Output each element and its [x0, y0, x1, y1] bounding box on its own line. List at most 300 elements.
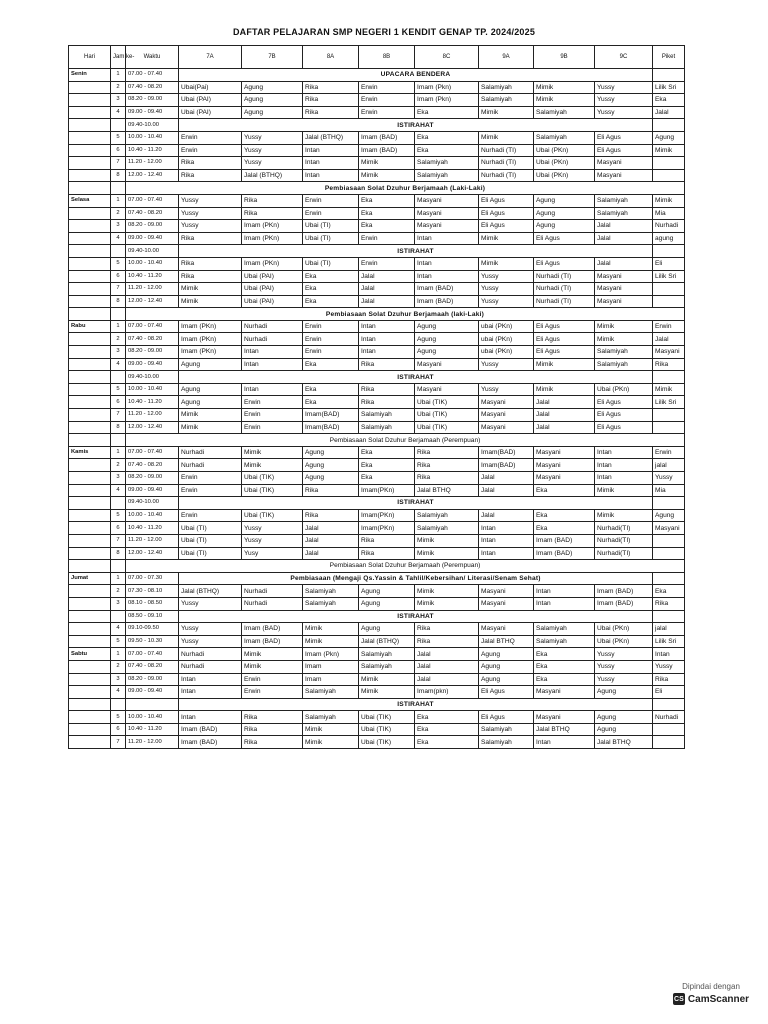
teacher-cell: Rika — [359, 547, 415, 560]
teacher-cell: Eka — [303, 270, 359, 283]
column-header: 9A — [479, 46, 534, 69]
teacher-cell: Mimik — [534, 81, 595, 94]
teacher-cell: Imam (BAD) — [415, 283, 479, 296]
teacher-cell: Eka — [534, 648, 595, 661]
table-row — [69, 723, 685, 736]
teacher-cell: Erwin — [359, 106, 415, 119]
column-header: 9C — [595, 46, 653, 69]
teacher-cell: Intan — [534, 585, 595, 598]
teacher-cell: Masyani — [415, 207, 479, 220]
teacher-cell: Eka — [359, 220, 415, 233]
column-header: 8A — [303, 46, 359, 69]
time-cell: 07.00 - 07.40 — [126, 446, 179, 459]
teacher-cell: Erwin — [242, 686, 303, 699]
duty-cell — [653, 698, 685, 711]
period-cell: 3 — [111, 346, 126, 359]
teacher-cell: Imam(BAD) — [479, 459, 534, 472]
teacher-cell: Eli Agus — [595, 409, 653, 422]
table-row — [69, 585, 685, 598]
teacher-cell: Mimik — [415, 597, 479, 610]
time-cell: 11.20 - 12.00 — [126, 534, 179, 547]
span-note-cell: ISTIRAHAT — [179, 371, 653, 384]
teacher-cell: Mimik — [179, 409, 242, 422]
day-cell — [69, 257, 111, 270]
teacher-cell: Eli Agus — [479, 220, 534, 233]
teacher-cell: Masyani — [479, 396, 534, 409]
teacher-cell: Eka — [415, 144, 479, 157]
teacher-cell: Yussy — [179, 194, 242, 207]
teacher-cell: Mimik — [534, 383, 595, 396]
teacher-cell: Jalal — [303, 534, 359, 547]
teacher-cell: Ubai (PKn) — [534, 157, 595, 170]
teacher-cell: Mimik — [359, 673, 415, 686]
teacher-cell: Mimik — [415, 534, 479, 547]
time-cell: 11.20 - 12.00 — [126, 283, 179, 296]
duty-cell: Lilik Sri — [653, 270, 685, 283]
day-cell: Rabu — [69, 320, 111, 333]
column-header: 9B — [534, 46, 595, 69]
teacher-cell: Intan — [303, 157, 359, 170]
teacher-cell: Erwin — [179, 509, 242, 522]
duty-cell: Masyani — [653, 522, 685, 535]
period-cell: 4 — [111, 358, 126, 371]
camscanner-watermark — [666, 982, 756, 1016]
teacher-cell: Eli Agus — [534, 320, 595, 333]
teacher-cell: Rika — [303, 94, 359, 107]
teacher-cell: Jalal — [359, 270, 415, 283]
day-cell — [69, 207, 111, 220]
teacher-cell: Masyani — [479, 623, 534, 636]
teacher-cell: Mimik — [479, 131, 534, 144]
teacher-cell: Intan — [359, 320, 415, 333]
teacher-cell: Rika — [242, 736, 303, 749]
teacher-cell: Salamiyah — [359, 648, 415, 661]
teacher-cell: Eli Agus — [595, 421, 653, 434]
teacher-cell: Yussy — [179, 635, 242, 648]
teacher-cell: Nurhadi — [242, 597, 303, 610]
teacher-cell: Imam(PKn) — [359, 522, 415, 535]
teacher-cell: Intan — [179, 673, 242, 686]
span-note-cell: ISTIRAHAT — [179, 610, 653, 623]
period-cell: 2 — [111, 585, 126, 598]
teacher-cell: Imam(BAD) — [303, 421, 359, 434]
time-cell: 12.00 - 12.40 — [126, 295, 179, 308]
teacher-cell: Yussy — [179, 207, 242, 220]
day-cell — [69, 459, 111, 472]
duty-cell: Mia — [653, 484, 685, 497]
teacher-cell: Yussy — [242, 144, 303, 157]
duty-cell — [653, 409, 685, 422]
period-cell: 6 — [111, 396, 126, 409]
teacher-cell: Ubai (PAI) — [179, 106, 242, 119]
time-cell: 08.20 - 09.00 — [126, 220, 179, 233]
period-cell: 6 — [111, 522, 126, 535]
teacher-cell: Imam(BAD) — [303, 409, 359, 422]
duty-cell: Erwin — [653, 446, 685, 459]
table-row — [69, 94, 685, 107]
table-row — [69, 396, 685, 409]
time-cell: 10.40 - 11.20 — [126, 723, 179, 736]
table-row — [69, 497, 685, 510]
teacher-cell: Eka — [415, 736, 479, 749]
teacher-cell: Jalal BTHQ — [415, 484, 479, 497]
teacher-cell: Jalal — [595, 257, 653, 270]
table-row — [69, 270, 685, 283]
period-cell: 1 — [111, 648, 126, 661]
teacher-cell: Rika — [415, 635, 479, 648]
duty-cell — [653, 736, 685, 749]
teacher-cell: Erwin — [303, 346, 359, 359]
teacher-cell: Jalal (BTHQ) — [303, 131, 359, 144]
teacher-cell: Yussy — [479, 295, 534, 308]
teacher-cell: Masyani — [415, 358, 479, 371]
teacher-cell: Mimik — [179, 283, 242, 296]
teacher-cell: Ubai (TI) — [179, 522, 242, 535]
teacher-cell: Jalal — [479, 472, 534, 485]
teacher-cell: Eka — [359, 194, 415, 207]
teacher-cell: Eka — [534, 660, 595, 673]
time-cell: 09.00 - 09.40 — [126, 106, 179, 119]
teacher-cell: Ubai (PKn) — [534, 169, 595, 182]
teacher-cell: Imam (BAD) — [179, 736, 242, 749]
day-cell — [69, 711, 111, 724]
teacher-cell: Agung — [359, 623, 415, 636]
time-cell: 07.40 - 08.20 — [126, 459, 179, 472]
teacher-cell: Imam (PKn) — [179, 333, 242, 346]
teacher-cell: Nurhadi — [242, 320, 303, 333]
day-cell — [69, 497, 111, 510]
teacher-cell: Eli Agus — [534, 232, 595, 245]
day-cell — [69, 623, 111, 636]
span-note-cell: Pembiasaan (Mengaji Qs.Yassin & Tahlil/Kebersihan/ Literasi/Senam Sehat) — [179, 572, 653, 585]
day-cell — [69, 560, 111, 573]
period-cell: 3 — [111, 597, 126, 610]
teacher-cell: Eka — [415, 106, 479, 119]
teacher-cell: ubai (PKn) — [479, 333, 534, 346]
teacher-cell: Yussy — [242, 157, 303, 170]
teacher-cell: Rika — [179, 232, 242, 245]
period-cell: 5 — [111, 509, 126, 522]
teacher-cell: Ubai (PAI) — [242, 283, 303, 296]
teacher-cell: Eka — [303, 396, 359, 409]
teacher-cell: Agung — [179, 358, 242, 371]
teacher-cell: Jalal — [303, 547, 359, 560]
teacher-cell: Eka — [303, 383, 359, 396]
span-note-cell: Pembiasaan Solat Dzuhur Berjamaah (Laki-Laki) — [126, 182, 685, 195]
period-cell: 2 — [111, 81, 126, 94]
column-header: 8C — [415, 46, 479, 69]
duty-cell: Mimik — [653, 383, 685, 396]
teacher-cell: Salamiyah — [415, 509, 479, 522]
teacher-cell: Masyani — [595, 295, 653, 308]
teacher-cell: Rika — [415, 472, 479, 485]
teacher-cell: Jalal — [415, 648, 479, 661]
teacher-cell: Rika — [179, 169, 242, 182]
period-cell: 5 — [111, 711, 126, 724]
duty-cell: Nurhadi — [653, 711, 685, 724]
table-row — [69, 660, 685, 673]
time-cell: 07.30 - 08.10 — [126, 585, 179, 598]
teacher-cell: Eka — [415, 711, 479, 724]
teacher-cell: Nurhadi(TI) — [595, 534, 653, 547]
teacher-cell: Agung — [242, 94, 303, 107]
table-row — [69, 106, 685, 119]
table-row — [69, 509, 685, 522]
teacher-cell: Salamiyah — [303, 711, 359, 724]
day-cell: Selasa — [69, 194, 111, 207]
day-cell — [69, 358, 111, 371]
column-header: 8B — [359, 46, 415, 69]
teacher-cell: Nurhadi — [179, 446, 242, 459]
teacher-cell: Ubai (PKn) — [595, 635, 653, 648]
teacher-cell: Intan — [179, 686, 242, 699]
teacher-cell: Imam(PKn) — [359, 509, 415, 522]
teacher-cell: Jalal BTHQ — [479, 635, 534, 648]
teacher-cell: Salamiyah — [415, 522, 479, 535]
teacher-cell: Erwin — [359, 94, 415, 107]
teacher-cell: Mimik — [179, 421, 242, 434]
teacher-cell: Yussy — [595, 648, 653, 661]
teacher-cell: Intan — [242, 383, 303, 396]
teacher-cell: Mimik — [595, 484, 653, 497]
teacher-cell: Intan — [242, 346, 303, 359]
time-cell: 12.00 - 12.40 — [126, 547, 179, 560]
duty-cell: Agung — [653, 509, 685, 522]
teacher-cell: Jalal — [303, 522, 359, 535]
period-cell: 1 — [111, 69, 126, 82]
teacher-cell: Eka — [359, 446, 415, 459]
duty-cell — [653, 245, 685, 258]
duty-cell — [653, 119, 685, 132]
teacher-cell: Agung — [534, 220, 595, 233]
duty-cell: Erwin — [653, 320, 685, 333]
teacher-cell: Yussy — [479, 283, 534, 296]
teacher-cell: Erwin — [242, 396, 303, 409]
table-row — [69, 597, 685, 610]
duty-cell: Eka — [653, 94, 685, 107]
teacher-cell: Jalal (BTHQ) — [242, 169, 303, 182]
period-cell: 5 — [111, 257, 126, 270]
teacher-cell: Yussy — [479, 383, 534, 396]
teacher-cell: Ubai (TIK) — [242, 509, 303, 522]
day-cell — [69, 94, 111, 107]
teacher-cell: Erwin — [359, 232, 415, 245]
day-cell — [69, 522, 111, 535]
table-row — [69, 346, 685, 359]
duty-cell — [653, 572, 685, 585]
teacher-cell: Mimik — [479, 232, 534, 245]
teacher-cell: Imam (BAD) — [595, 585, 653, 598]
duty-cell — [653, 421, 685, 434]
teacher-cell: Jalal — [359, 283, 415, 296]
period-cell: 4 — [111, 232, 126, 245]
teacher-cell: Salamiyah — [359, 660, 415, 673]
teacher-cell: Salamiyah — [595, 358, 653, 371]
day-cell — [69, 585, 111, 598]
teacher-cell: Mimik — [359, 169, 415, 182]
column-header: 7A — [179, 46, 242, 69]
day-cell — [69, 673, 111, 686]
teacher-cell: Eka — [359, 472, 415, 485]
teacher-cell: Rika — [359, 534, 415, 547]
period-cell: 8 — [111, 547, 126, 560]
teacher-cell: Salamiyah — [479, 81, 534, 94]
teacher-cell: Agung — [534, 194, 595, 207]
period-cell — [111, 560, 126, 573]
teacher-cell: Jalal — [595, 232, 653, 245]
teacher-cell: Imam(PKn) — [359, 484, 415, 497]
teacher-cell: Imam (PKn) — [179, 320, 242, 333]
teacher-cell: Agung — [179, 396, 242, 409]
teacher-cell: Agung — [595, 686, 653, 699]
teacher-cell: Intan — [595, 459, 653, 472]
teacher-cell: Jalal — [415, 673, 479, 686]
duty-cell: Agung — [653, 131, 685, 144]
teacher-cell: Rika — [242, 711, 303, 724]
teacher-cell: Masyani — [534, 459, 595, 472]
time-cell: 10.00 - 10.40 — [126, 257, 179, 270]
teacher-cell: Erwin — [242, 421, 303, 434]
span-note-cell: Pembiasaan Solat Dzuhur Berjamaah (Perempuan) — [126, 560, 685, 573]
duty-cell: Jalal — [653, 333, 685, 346]
teacher-cell: Erwin — [303, 333, 359, 346]
table-row — [69, 194, 685, 207]
teacher-cell: Yussy — [479, 270, 534, 283]
teacher-cell: Jalal — [534, 409, 595, 422]
time-cell: 09.40-10.00 — [126, 371, 179, 384]
table-row — [69, 245, 685, 258]
period-cell: 8 — [111, 169, 126, 182]
duty-cell — [653, 169, 685, 182]
time-cell: 07.40 - 08.20 — [126, 660, 179, 673]
period-cell: 7 — [111, 736, 126, 749]
duty-cell — [653, 295, 685, 308]
day-cell: Jumat — [69, 572, 111, 585]
teacher-cell: Rika — [303, 484, 359, 497]
day-cell — [69, 509, 111, 522]
day-cell — [69, 723, 111, 736]
time-cell: 12.00 - 12.40 — [126, 169, 179, 182]
day-cell — [69, 131, 111, 144]
time-cell: 07.00 - 07.30 — [126, 572, 179, 585]
teacher-cell: Imam (PKn) — [179, 346, 242, 359]
day-cell — [69, 597, 111, 610]
teacher-cell: Imam (BAD) — [242, 623, 303, 636]
teacher-cell: Imam — [303, 673, 359, 686]
time-cell: 09.40-10.00 — [126, 497, 179, 510]
teacher-cell: Erwin — [242, 409, 303, 422]
teacher-cell: Salamiyah — [534, 623, 595, 636]
teacher-cell: Nurhadi (TI) — [479, 169, 534, 182]
day-cell — [69, 434, 111, 447]
teacher-cell: Imam (Pkn) — [303, 648, 359, 661]
teacher-cell: Jalal — [534, 421, 595, 434]
teacher-cell: Intan — [415, 257, 479, 270]
table-row — [69, 560, 685, 573]
table-row — [69, 623, 685, 636]
teacher-cell: Salamiyah — [415, 157, 479, 170]
duty-cell — [653, 69, 685, 82]
teacher-cell: Eka — [415, 723, 479, 736]
teacher-cell: Yussy — [595, 81, 653, 94]
teacher-cell: Intan — [303, 144, 359, 157]
teacher-cell: Intan — [415, 232, 479, 245]
period-cell: 7 — [111, 409, 126, 422]
day-cell — [69, 346, 111, 359]
teacher-cell: Yussy — [179, 220, 242, 233]
table-row — [69, 81, 685, 94]
teacher-cell: Mimik — [359, 157, 415, 170]
duty-cell: Yussy — [653, 472, 685, 485]
table-row — [69, 320, 685, 333]
period-cell: 4 — [111, 686, 126, 699]
teacher-cell: Imam (BAD) — [534, 547, 595, 560]
teacher-cell: Jalal BTHQ — [595, 736, 653, 749]
teacher-cell: Nurhadi (TI) — [479, 157, 534, 170]
watermark-brand: CamScanner — [687, 993, 750, 1005]
teacher-cell: Eka — [303, 358, 359, 371]
teacher-cell: Erwin — [179, 472, 242, 485]
teacher-cell: Mimik — [415, 547, 479, 560]
teacher-cell: Mimik — [242, 446, 303, 459]
teacher-cell: Yussy — [242, 522, 303, 535]
teacher-cell: Agung — [479, 660, 534, 673]
column-header: 7B — [242, 46, 303, 69]
table-row — [69, 371, 685, 384]
teacher-cell: Eka — [534, 484, 595, 497]
time-cell — [126, 698, 179, 711]
teacher-cell: Nurhadi — [179, 459, 242, 472]
teacher-cell: Eka — [359, 207, 415, 220]
teacher-cell: Nurhadi — [179, 648, 242, 661]
table-row — [69, 446, 685, 459]
teacher-cell: Masyani — [479, 421, 534, 434]
day-cell — [69, 220, 111, 233]
teacher-cell: Yussy — [595, 660, 653, 673]
teacher-cell: Masyani — [534, 711, 595, 724]
period-cell: 1 — [111, 320, 126, 333]
table-row — [69, 232, 685, 245]
period-cell: 2 — [111, 660, 126, 673]
teacher-cell: Mimik — [595, 320, 653, 333]
time-cell: 09.00 - 09.40 — [126, 358, 179, 371]
table-row — [69, 648, 685, 661]
teacher-cell: Eka — [303, 295, 359, 308]
teacher-cell: Mimik — [303, 623, 359, 636]
teacher-cell: Rika — [415, 623, 479, 636]
period-cell: 2 — [111, 333, 126, 346]
teacher-cell: Eka — [303, 283, 359, 296]
teacher-cell: Eli Agus — [595, 131, 653, 144]
span-note-cell: Pembiasaan Solat Dzuhur Berjamaah (laki-Laki) — [126, 308, 685, 321]
period-cell: 6 — [111, 723, 126, 736]
day-cell: Sabtu — [69, 648, 111, 661]
teacher-cell: Agung — [179, 383, 242, 396]
teacher-cell: Masyani — [415, 194, 479, 207]
table-row — [69, 711, 685, 724]
camscanner-logo-icon: CS — [673, 993, 685, 1005]
period-cell: 2 — [111, 459, 126, 472]
time-cell: 07.00 - 07.40 — [126, 69, 179, 82]
teacher-cell: Eli Agus — [479, 711, 534, 724]
teacher-cell: Ubai (TI) — [179, 547, 242, 560]
teacher-cell: Ubai (PAI) — [242, 295, 303, 308]
teacher-cell: Mimik — [303, 723, 359, 736]
teacher-cell: Agung — [415, 333, 479, 346]
teacher-cell: Ubai (PAI) — [179, 94, 242, 107]
table-row — [69, 207, 685, 220]
time-cell: 08.20 - 09.00 — [126, 94, 179, 107]
